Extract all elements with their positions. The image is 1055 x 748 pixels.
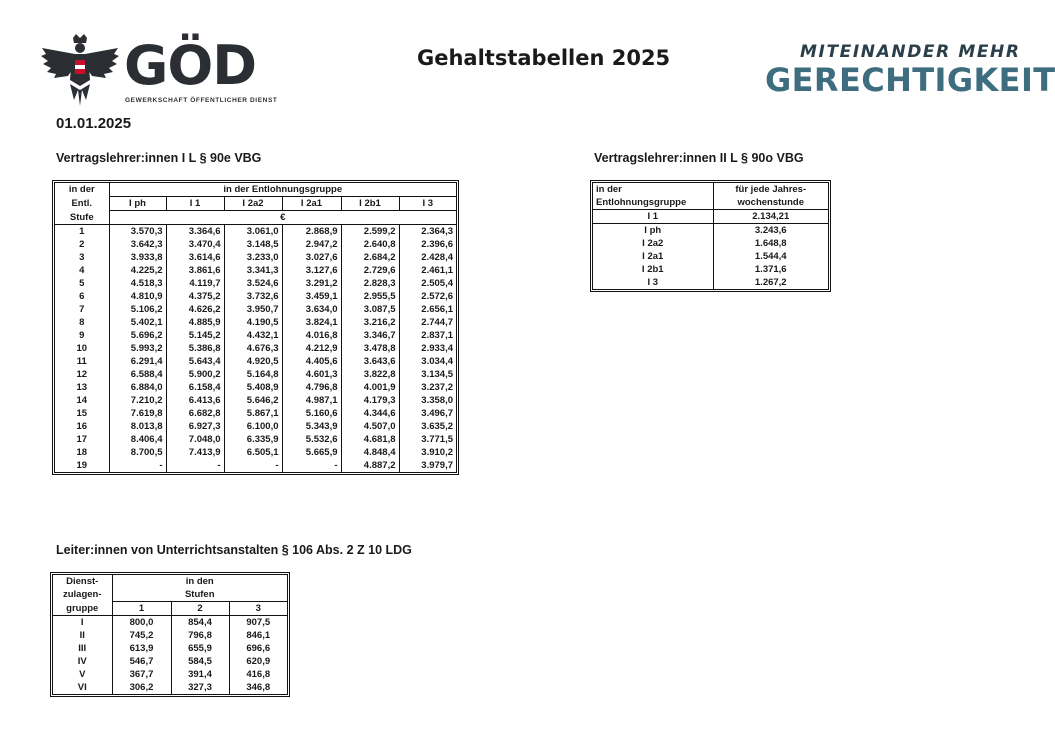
table-cell: 3.291,2: [282, 277, 341, 290]
table-row: [55, 225, 456, 239]
row-label: I 2a2: [642, 238, 664, 249]
table-cell: 3.979,7: [399, 459, 456, 472]
table-cell: 6.505,1: [224, 446, 282, 459]
table-row: [55, 264, 456, 277]
table-cell: 4.796,8: [282, 381, 341, 394]
row-label: 3: [79, 252, 85, 263]
table-cell: 4.626,2: [166, 303, 224, 316]
table-cell: 655,9: [171, 642, 229, 655]
row-label: 12: [76, 369, 88, 380]
table-cell: 3.635,2: [399, 420, 456, 433]
table-cell: 5.532,6: [282, 433, 341, 446]
corner-label: gruppe: [53, 602, 112, 616]
table-row: [593, 250, 828, 263]
table1-heading: Vertragslehrer:innen I L § 90e VBG: [56, 151, 262, 165]
row-label: 14: [76, 395, 88, 406]
table-cell: 6.291,4: [109, 355, 166, 368]
row-label: 9: [79, 330, 85, 341]
row-label: 4: [79, 265, 85, 276]
table-cell: 4.887,2: [341, 459, 399, 472]
table-cell: 5.160,6: [282, 407, 341, 420]
table-cell: -: [166, 459, 224, 472]
table-cell: 4.001,9: [341, 381, 399, 394]
table-cell: 6.884,0: [109, 381, 166, 394]
row-label: III: [78, 643, 87, 654]
table-cell: 5.343,9: [282, 420, 341, 433]
goed-eagle-logo: [40, 34, 120, 108]
column-header: I ph: [109, 197, 166, 211]
row-label: 2: [79, 239, 85, 250]
table-row: [55, 459, 456, 472]
table-row: [53, 616, 287, 630]
row-label: 17: [76, 434, 88, 445]
table-row: [53, 629, 287, 642]
table-cell: 3.771,5: [399, 433, 456, 446]
corner-label: zulagen-: [62, 589, 102, 601]
table-cell: 696,6: [229, 642, 287, 655]
table-cell: 3.364,6: [166, 225, 224, 239]
table2-heading: Vertragslehrer:innen II L § 90o VBG: [594, 151, 804, 165]
table-row: [55, 290, 456, 303]
row-label: 10: [76, 343, 88, 354]
slogan-line-1: MITEINANDER MEHR: [800, 42, 1021, 62]
allowance-table: [50, 572, 290, 697]
page-title: Gehaltstabellen 2025: [417, 46, 671, 70]
table-cell: 5.386,8: [166, 342, 224, 355]
table-row: [55, 420, 456, 433]
table-cell: 2.837,1: [399, 329, 456, 342]
table-cell: 8.700,5: [109, 446, 166, 459]
table-cell: 2.640,8: [341, 238, 399, 251]
table-cell: 6.100,0: [224, 420, 282, 433]
table-cell: 3.346,7: [341, 329, 399, 342]
row-label: I 3: [647, 277, 659, 288]
table-cell: 6.335,9: [224, 433, 282, 446]
table-cell: 1.267,2: [713, 276, 828, 289]
row-label: IV: [77, 656, 87, 667]
table3-heading: Leiter:innen von Unterrichtsanstalten § 106 Abs. 2 Z 10 LDG: [56, 543, 412, 557]
table-row: [55, 329, 456, 342]
table-cell: 3.243,6: [713, 224, 828, 238]
table-cell: 5.696,2: [109, 329, 166, 342]
table-cell: 4.016,8: [282, 329, 341, 342]
column-header: wochenstunde: [713, 196, 828, 210]
table-row: [55, 407, 456, 420]
table-cell: 2.461,1: [399, 264, 456, 277]
table-cell: 5.867,1: [224, 407, 282, 420]
table-cell: 1.544,4: [713, 250, 828, 263]
row-label: 16: [76, 421, 88, 432]
table-cell: 4.848,4: [341, 446, 399, 459]
table-cell: -: [109, 459, 166, 472]
table-row: [55, 342, 456, 355]
table-cell: 4.810,9: [109, 290, 166, 303]
table-cell: 3.732,6: [224, 290, 282, 303]
table-cell: 8.013,8: [109, 420, 166, 433]
table-cell: -: [224, 459, 282, 472]
table-cell: 3.087,5: [341, 303, 399, 316]
table-cell: 3.496,7: [399, 407, 456, 420]
table-cell: 4.119,7: [166, 277, 224, 290]
table-cell: 546,7: [112, 655, 171, 668]
column-header: in der: [596, 184, 622, 195]
column-header: Entlohnungsgruppe: [593, 196, 713, 210]
table-cell: 2.933,4: [399, 342, 456, 355]
table-cell: 4.375,2: [166, 290, 224, 303]
table-cell: 4.190,5: [224, 316, 282, 329]
table-cell: 2.729,6: [341, 264, 399, 277]
table-cell: 5.900,2: [166, 368, 224, 381]
table-cell: 7.619,8: [109, 407, 166, 420]
table-row: [55, 433, 456, 446]
table-row: [55, 381, 456, 394]
salary-table-iL: [52, 180, 459, 475]
table-cell: 3.127,6: [282, 264, 341, 277]
table-cell: 2.396,6: [399, 238, 456, 251]
table-cell: 2.134,21: [713, 210, 828, 224]
column-header: I 3: [399, 197, 456, 211]
table-cell: 5.643,4: [166, 355, 224, 368]
row-label: 8: [79, 317, 85, 328]
table-row: [55, 277, 456, 290]
table-cell: 5.408,9: [224, 381, 282, 394]
column-header: 3: [229, 602, 287, 616]
table-cell: 6.413,6: [166, 394, 224, 407]
table-cell: 2.364,3: [399, 225, 456, 239]
table-cell: 6.588,4: [109, 368, 166, 381]
table-cell: 3.950,7: [224, 303, 282, 316]
table-row: [55, 238, 456, 251]
table-cell: 2.744,7: [399, 316, 456, 329]
corner-label: Entl.: [71, 198, 93, 209]
table-cell: 584,5: [171, 655, 229, 668]
table-cell: 4.676,3: [224, 342, 282, 355]
group-header: in der Entlohnungsgruppe: [109, 183, 456, 197]
table-cell: 4.987,1: [282, 394, 341, 407]
unit-label: €: [109, 211, 456, 225]
row-label: 19: [76, 460, 88, 471]
table-cell: 620,9: [229, 655, 287, 668]
column-header: I 2a1: [282, 197, 341, 211]
row-label: 13: [76, 382, 88, 393]
table-row: [593, 237, 828, 250]
table-row: [53, 668, 287, 681]
table-cell: 796,8: [171, 629, 229, 642]
row-label: VI: [77, 682, 87, 693]
corner-label: Dienst-: [66, 576, 99, 587]
table-cell: 306,2: [112, 681, 171, 694]
column-header: 1: [112, 602, 171, 616]
row-label: 5: [79, 278, 85, 289]
table-cell: 6.158,4: [166, 381, 224, 394]
table-cell: 3.524,6: [224, 277, 282, 290]
document-date: 01.01.2025: [56, 115, 132, 132]
table-cell: 5.646,2: [224, 394, 282, 407]
table-cell: 2.868,9: [282, 225, 341, 239]
table-cell: 2.505,4: [399, 277, 456, 290]
group-header: Stufen: [112, 588, 287, 602]
brand-name: GÖD: [124, 34, 257, 97]
table-cell: 5.164,8: [224, 368, 282, 381]
row-label: 18: [76, 447, 88, 458]
table-cell: 8.406,4: [109, 433, 166, 446]
table-cell: 3.459,1: [282, 290, 341, 303]
row-label: V: [79, 669, 86, 680]
table-cell: 3.237,2: [399, 381, 456, 394]
table-cell: 2.828,3: [341, 277, 399, 290]
table-cell: 2.684,2: [341, 251, 399, 264]
table-row: [593, 210, 828, 224]
table-cell: 4.212,9: [282, 342, 341, 355]
table-cell: 4.344,6: [341, 407, 399, 420]
table-cell: 2.428,4: [399, 251, 456, 264]
table-row: [53, 681, 287, 694]
table-cell: 367,7: [112, 668, 171, 681]
table-cell: 5.145,2: [166, 329, 224, 342]
table-cell: 5.993,2: [109, 342, 166, 355]
table-cell: 4.225,2: [109, 264, 166, 277]
table-cell: 6.682,8: [166, 407, 224, 420]
table-cell: 6.927,3: [166, 420, 224, 433]
table-cell: 4.405,6: [282, 355, 341, 368]
table-cell: 854,4: [171, 616, 229, 630]
table-cell: 2.947,2: [282, 238, 341, 251]
table-cell: 327,3: [171, 681, 229, 694]
row-label: 15: [76, 408, 88, 419]
row-label: I 1: [593, 210, 713, 224]
column-header: 2: [171, 602, 229, 616]
row-label: I: [80, 617, 84, 628]
table-cell: 3.614,6: [166, 251, 224, 264]
table-cell: 800,0: [112, 616, 171, 630]
table-cell: 4.518,3: [109, 277, 166, 290]
table-cell: 3.634,0: [282, 303, 341, 316]
table-cell: 2.955,5: [341, 290, 399, 303]
row-label: 7: [79, 304, 85, 315]
table-cell: 2.656,1: [399, 303, 456, 316]
table-cell: 4.681,8: [341, 433, 399, 446]
table-cell: 3.148,5: [224, 238, 282, 251]
table-cell: 3.478,8: [341, 342, 399, 355]
slogan-line-2: GERECHTIGKEIT: [765, 61, 1055, 99]
table-cell: 3.027,6: [282, 251, 341, 264]
table-row: [55, 368, 456, 381]
column-header: I 2b1: [341, 197, 399, 211]
row-label: 6: [79, 291, 85, 302]
table-cell: 3.233,0: [224, 251, 282, 264]
row-label: 1: [79, 226, 85, 237]
row-label: 11: [76, 356, 87, 367]
table-row: [55, 316, 456, 329]
table-cell: 846,1: [229, 629, 287, 642]
table-cell: 391,4: [171, 668, 229, 681]
corner-label: in der: [68, 184, 95, 196]
table-cell: 3.822,8: [341, 368, 399, 381]
table-cell: 4.885,9: [166, 316, 224, 329]
table-cell: 613,9: [112, 642, 171, 655]
table-cell: -: [282, 459, 341, 472]
table-row: [55, 394, 456, 407]
corner-label: Stufe: [55, 211, 109, 225]
table-cell: 3.570,3: [109, 225, 166, 239]
column-header: I 2a2: [224, 197, 282, 211]
salary-table-iiL: [590, 180, 831, 292]
table-cell: 3.643,6: [341, 355, 399, 368]
table-row: [593, 276, 828, 289]
table-row: [55, 251, 456, 264]
table-cell: 3.358,0: [399, 394, 456, 407]
table-cell: 3.341,3: [224, 264, 282, 277]
table-cell: 4.601,3: [282, 368, 341, 381]
table-cell: 1.371,6: [713, 263, 828, 276]
table-cell: 2.572,6: [399, 290, 456, 303]
table-cell: 5.402,1: [109, 316, 166, 329]
table-cell: 7.210,2: [109, 394, 166, 407]
table-cell: 907,5: [229, 616, 287, 630]
row-label: I ph: [644, 225, 662, 236]
table-cell: 7.413,9: [166, 446, 224, 459]
table-cell: 3.933,8: [109, 251, 166, 264]
table-cell: 3.861,6: [166, 264, 224, 277]
table-cell: 2.599,2: [341, 225, 399, 239]
table-cell: 7.048,0: [166, 433, 224, 446]
table-cell: 3.470,4: [166, 238, 224, 251]
table-cell: 346,8: [229, 681, 287, 694]
column-header: I 1: [166, 197, 224, 211]
table-cell: 3.061,0: [224, 225, 282, 239]
table-cell: 4.432,1: [224, 329, 282, 342]
table-cell: 4.920,5: [224, 355, 282, 368]
table-cell: 3.824,1: [282, 316, 341, 329]
table-cell: 4.179,3: [341, 394, 399, 407]
table-cell: 4.507,0: [341, 420, 399, 433]
table-cell: 5.665,9: [282, 446, 341, 459]
group-header: in den: [112, 575, 287, 588]
table-row: [53, 642, 287, 655]
table-cell: 5.106,2: [109, 303, 166, 316]
row-label: I 2a1: [642, 251, 664, 262]
table-cell: 3.910,2: [399, 446, 456, 459]
row-label: I 2b1: [641, 264, 664, 275]
row-label: II: [79, 630, 85, 641]
table-cell: 1.648,8: [713, 237, 828, 250]
table-cell: 416,8: [229, 668, 287, 681]
table-row: [55, 446, 456, 459]
table-cell: 3.034,4: [399, 355, 456, 368]
table-row: [55, 355, 456, 368]
brand-subtitle: GEWERKSCHAFT ÖFFENTLICHER DIENST: [125, 97, 278, 104]
table-cell: 3.134,5: [399, 368, 456, 381]
table-cell: 3.216,2: [341, 316, 399, 329]
column-header: für jede Jahres-: [713, 183, 828, 196]
table-row: [53, 655, 287, 668]
table-row: [593, 263, 828, 276]
table-cell: 3.642,3: [109, 238, 166, 251]
table-row: [593, 224, 828, 238]
table-cell: 745,2: [112, 629, 171, 642]
table-row: [55, 303, 456, 316]
